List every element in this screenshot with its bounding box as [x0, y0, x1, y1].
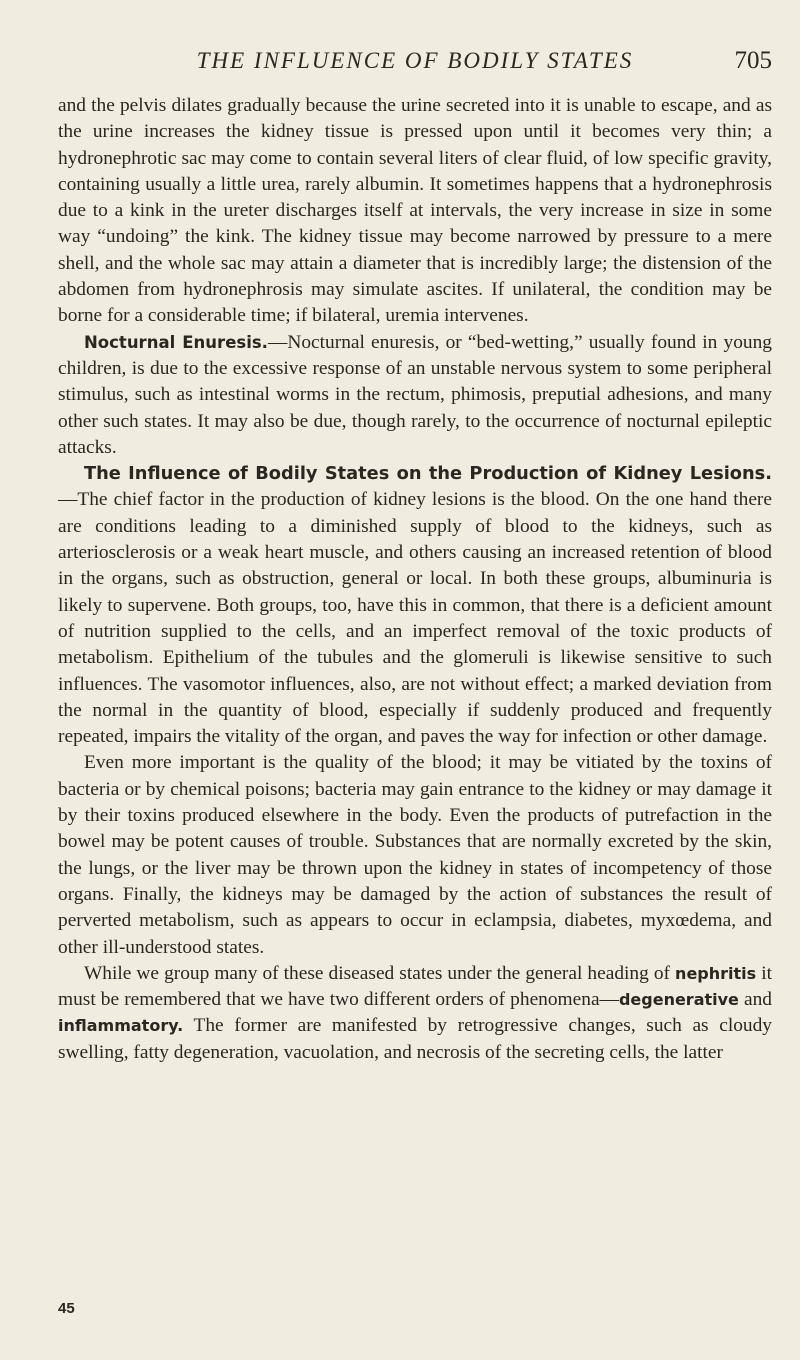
term-nephritis: nephritis: [675, 963, 757, 983]
paragraph-text: Even more important is the quality of the blood; it may be vitiated by the toxins of bacteria or by chemical poisons; bacteria may gain entrance to the kidney or may damage it by their toxins produced elsewhere in the body. Even the products of putrefaction in the bowel may be potent causes of trouble. Substances that are normally excreted by the skin, the lungs, or the liver may be thrown upon the kidney in states of incompetency of those organs. Finally, the kidneys may be damaged by the action of substances the result of perverted metabolism, such as appears to occur in eclampsia, diabetes, myxœdema, and other ill-understood states.: [58, 752, 772, 958]
paragraph-text: The former are manifested by retrogressive changes, such as cloudy swelling, fatty degeneration, vacuolation, and necrosis of the secreting cells, the latter: [58, 1015, 772, 1063]
section-heading-nocturnal-enuresis: Nocturnal Enuresis.: [84, 332, 268, 352]
paragraph-text: and the pelvis dilates gradually because the urine secreted into it is unable to escape, and as the urine increases the kidney tissue is pressed upon until it becomes very thin; a hydronephrotic sac may come to contain several liters of clear fluid, of low specific gravity, containing usually a little urea, rarely albumin. It sometimes happens that a hydronephrosis due to a kink in the ureter discharges itself at intervals, the very increase in size in some way “undoing” the kink. The kidney tissue may become narrowed by pressure to a mere shell, and the whole sac may attain a diameter that is incredibly large; the distension of the abdomen from hydronephrosis may simulate ascites. If unilateral, the condition may be borne for a considerable time; if bilateral, uremia intervenes.: [58, 95, 772, 327]
paragraph-nephritis: [58, 961, 772, 1066]
section-heading-kidney-lesions: The Influence of Bodily States on the Production of Kidney Lesions.: [84, 463, 772, 485]
paragraph-nocturnal-enuresis: [58, 330, 772, 461]
running-title: THE INFLUENCE OF BODILY STATES: [196, 48, 634, 73]
term-inflammatory: inflammatory.: [58, 1016, 184, 1036]
paragraph-kidney-lesions: [58, 461, 772, 750]
page-header: [58, 44, 772, 84]
paragraph-text: it must be remembered that we have two different orders of phenomena—: [58, 962, 772, 1011]
paragraph-text: —Nocturnal enuresis, or “bed-wetting,” usually found in young children, is due to the excessive response of an unstable nervous system to some peripheral stimulus, such as intestinal worms in the rectum, phimosis, preputial adhesions, and many other such states. It may also be due, though rarely, to the occurrence of nocturnal epileptic attacks.: [58, 331, 773, 458]
paragraph-text: and: [738, 989, 772, 1011]
paragraph-blood-quality: [58, 750, 772, 960]
printer-signature-mark: 45: [58, 1300, 75, 1317]
paragraph-text: —The chief factor in the production of kidney lesions is the blood. On the one hand there are conditions leading to a diminished supply of blood to the kidneys, such as arteriosclerosis or a weak heart muscle, and others causing an increased retention of blood in the organs, such as obstruction, general or local. In both these groups, albuminuria is likely to supervene. Both groups, too, have this in common, that there is a deficient amount of nutrition supplied to the cells, and an imperfect removal of the toxic products of metabolism. Epithelium of the tubules and the glomeruli is likewise sensitive to such influences. The vasomotor influences, also, are not without effect; a marked deviation from the normal in the quantity of blood, especially if suddenly produced and frequently repeated, impairs the vitality of the organ, and paves the way for infection or other damage.: [58, 489, 772, 748]
paragraph-text: While we group many of these diseased states under the general heading of: [84, 962, 676, 984]
paragraph-hydronephrosis: [58, 93, 772, 330]
term-degenerative: degenerative: [618, 990, 739, 1010]
body-text: [58, 93, 772, 1066]
page-number: 705: [734, 47, 772, 74]
